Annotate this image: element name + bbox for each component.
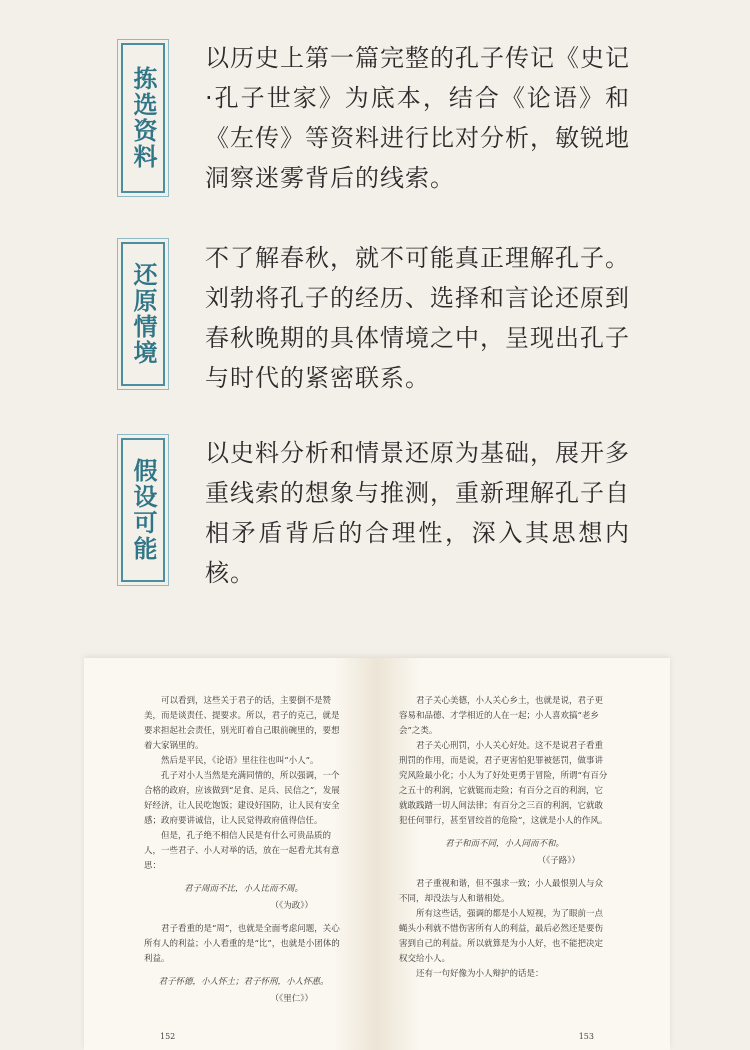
book-paragraph: 君子关心美德，小人关心乡土，也就是说，君子更容易和品德、才学相近的人在一起；小人喜欢搞“老乡会”之类。 — [399, 696, 604, 736]
book-paragraph: 可以看到，这些关于君子的话，主要倒不是赞美，而是谈责任、提要求。所以，君子的克己，就是要求担起社会责任，别光盯着自己眼前碗里的，要想着大家锅里的。 — [144, 696, 340, 751]
book-quote: 君子怀德，小人怀土；君子怀刑，小人怀惠。 — [158, 977, 329, 987]
feature-text-1: 以历史上第一篇完整的孔子传记《史记·孔子世家》为底本，结合《论语》和《左传》等资料进行比对分析，敏锐地洞察迷雾背后的线索。 — [205, 44, 630, 192]
book-paragraph: 君子重视和谐，但不强求一致；小人最恨别人与众不同，却没法与人和谐相处。 — [399, 879, 604, 904]
book-quote: 君子和而不同，小人同而不和。 — [444, 839, 564, 849]
book-quote: 君子周而不比，小人比而不周。 — [183, 884, 303, 894]
book-paragraph: 君子关心刑罚，小人关心好处。这不是说君子看重刑罚的作用，而是说，君子更害怕犯罪被惩罚，做事讲究风险最小化；小人为了好处更勇于冒险，所谓“有百分之五十的利润，它就铤而走险；有百分之百的利润，它就敢践踏一切人间法律；有百分之三百的利润，它就敢犯任何罪行，甚至冒绞首的危险”，这就是小人的作风。 — [399, 741, 608, 826]
book-page-left — [84, 658, 378, 1050]
open-book-image — [84, 658, 670, 1050]
book-paragraph: 君子看重的是“周”，也就是全面考虑问题，关心所有人的利益；小人看重的是“比”，也就是小团体的利益。 — [144, 924, 340, 964]
book-paragraph: 还有一句好像为小人辩护的话是： — [416, 969, 544, 979]
feature-text-2: 不了解春秋，就不可能真正理解孔子。刘勃将孔子的经历、选择和言论还原到春秋晚期的具体情境之中，呈现出孔子与时代的紧密联系。 — [205, 244, 630, 392]
book-quote-source: （《里仁》） — [270, 994, 313, 1004]
feature-tag-1: 拣选资料 — [121, 43, 165, 193]
book-quote-source: （《子路》） — [537, 856, 580, 866]
page-number-right: 153 — [578, 1032, 594, 1041]
book-paragraph: 然后是平民，《论语》里往往也叫“小人”。 — [161, 756, 319, 766]
feature-tag-3: 假设可能 — [121, 438, 165, 582]
book-paragraph: 所有这些话，强调的都是小人短视，为了眼前一点蝇头小利就不惜伤害所有人的利益，最后必然还是要伤害到自己的利益。所以就算是为小人好，也不能把决定权交给小人。 — [399, 909, 604, 964]
feature-text-3: 以史料分析和情景还原为基础，展开多重线索的想象与推测，重新理解孔子自相矛盾背后的合理性，深入其思想内核。 — [205, 439, 630, 587]
book-paragraph: 孔子对小人当然是充满同情的，所以强调，一个合格的政府，应该做到“足食、足兵、民信之”，发展好经济，让人民吃饱饭；建设好国防，让人民有安全感；政府要讲诚信，让人民觉得政府值得信任。 — [144, 771, 340, 826]
feature-tag-2: 还原情境 — [121, 242, 165, 386]
book-paragraph: 但是，孔子绝不相信人民是有什么可贵品质的人，一些君子、小人对举的话，放在一起看尤其有意思： — [144, 831, 340, 871]
book-page-right — [377, 658, 670, 1050]
page-number-left: 152 — [160, 1032, 176, 1041]
book-quote-source: （《为政》） — [270, 901, 313, 911]
